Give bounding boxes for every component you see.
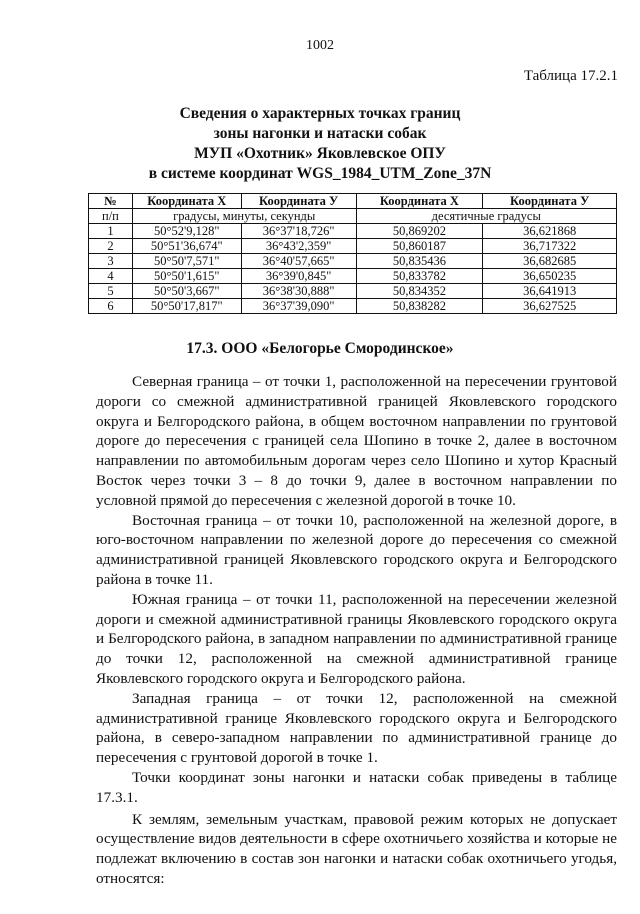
table-cell: 50,860187 — [356, 239, 483, 254]
table-cell: 36°39'0,845" — [241, 269, 356, 284]
table-cell: 1 — [89, 224, 133, 239]
header-num-2: п/п — [89, 209, 133, 224]
table-cell: 50°50'7,571" — [132, 254, 241, 269]
table-cell: 3 — [89, 254, 133, 269]
caption-line: МУП «Охотник» Яковлевское ОПУ — [194, 145, 446, 162]
table-row — [89, 224, 617, 239]
header-coord-y: Координата У — [241, 194, 356, 209]
table-caption — [0, 104, 640, 184]
table-cell: 36,682685 — [483, 254, 617, 269]
table-cell: 36°40'57,665" — [241, 254, 356, 269]
header-coord-x: Координата X — [132, 194, 241, 209]
table-cell: 36,641913 — [483, 284, 617, 299]
paragraph-west-border: Западная граница – от точки 12, расположенной на смежной административной границе Яковлевского городского округа и Белгородского района, в северо-западном направлении по административной границе до пересечения с грунтовой дорогой в точке 1. — [96, 689, 617, 767]
caption-line: зоны нагонки и натаски собак — [213, 125, 427, 142]
table-row — [89, 284, 617, 299]
table-cell: 50°50'1,615" — [132, 269, 241, 284]
table-cell: 50,838282 — [356, 299, 483, 314]
table-cell: 6 — [89, 299, 133, 314]
table-cell: 36,717322 — [483, 239, 617, 254]
table-cell: 4 — [89, 269, 133, 284]
table-cell: 36,650235 — [483, 269, 617, 284]
table-header-row — [89, 194, 617, 209]
table-cell: 50,869202 — [356, 224, 483, 239]
header-num: № — [89, 194, 133, 209]
table-label: Таблица 17.2.1 — [523, 68, 618, 84]
header-coord-y-decimal: Координата У — [483, 194, 617, 209]
section-title: 17.3. ООО «Белогорье Смородинское» — [186, 340, 454, 357]
table-cell: 50,834352 — [356, 284, 483, 299]
coordinates-table — [88, 193, 617, 314]
table-cell: 50°50'3,667" — [132, 284, 241, 299]
table-subheader-row — [89, 209, 617, 224]
table-row — [89, 299, 617, 314]
paragraph-north-border: Северная граница – от точки 1, расположенной на пересечении грунтовой дороги со смежной административной границей Яковлевского городского округа и Белгородского района, в общем восточном направлении по грунтовой дороге до пересечения с границей села Шопино в точке 2, далее в восточном направлении по автомобильным дорогам через село Шопино и хутор Красный Восток через точки 3 – 8 до точки 9, далее в восточном направлении по условной прямой до пересечения с железной дорогой в точке 10. — [96, 373, 617, 509]
table-cell: 36°37'39,090" — [241, 299, 356, 314]
header-decimal: десятичные градусы — [356, 209, 616, 224]
table-cell: 2 — [89, 239, 133, 254]
caption-line: в системе координат WGS_1984_UTM_Zone_37N — [148, 165, 492, 182]
paragraph-points-reference: Точки координат зоны нагонки и натаски собак приведены в таблице 17.3.1. — [96, 768, 617, 806]
paragraph-lands: К землям, земельным участкам, правовой режим которых не допускает осуществление видов деятельности в сфере охотничьего хозяйства и которые не подлежат включению в состав зон нагонки и натаски собак охотничьего угодья, относятся: — [96, 810, 617, 887]
table-cell: 36,621868 — [483, 224, 617, 239]
table-cell: 50°52'9,128" — [132, 224, 241, 239]
page-number: 1002 — [306, 38, 334, 53]
table-row — [89, 269, 617, 284]
header-coord-x-decimal: Координата X — [356, 194, 483, 209]
paragraph-south-border: Южная граница – от точки 11, расположенной на пересечении железной дороги и смежной административной границы Яковлевского городского округа и Белгородского района, в западном направлении по административной границе до точки 12, расположенной на смежной административной границе Яковлевского городского округа и Белгородского района. — [96, 590, 617, 687]
table-cell: 36°38'30,888" — [241, 284, 356, 299]
header-dms: градусы, минуты, секунды — [132, 209, 356, 224]
paragraph-east-border: Восточная граница – от точки 10, расположенной на железной дороге, в юго-восточном направлении по железной дороге до пересечения со смежной административной границей Яковлевского городского округа и Белгородского района в точке 11. — [96, 511, 617, 588]
table-cell: 50,835436 — [356, 254, 483, 269]
body-text — [96, 372, 617, 889]
table-cell: 5 — [89, 284, 133, 299]
table-cell: 50°50'17,817" — [132, 299, 241, 314]
table-cell: 36°37'18,726" — [241, 224, 356, 239]
table-row — [89, 254, 617, 269]
table-cell: 50°51'36,674" — [132, 239, 241, 254]
caption-line: Сведения о характерных точках границ — [179, 105, 461, 122]
table-cell: 36°43'2,359" — [241, 239, 356, 254]
table-cell: 50,833782 — [356, 269, 483, 284]
table-row — [89, 239, 617, 254]
table-cell: 36,627525 — [483, 299, 617, 314]
